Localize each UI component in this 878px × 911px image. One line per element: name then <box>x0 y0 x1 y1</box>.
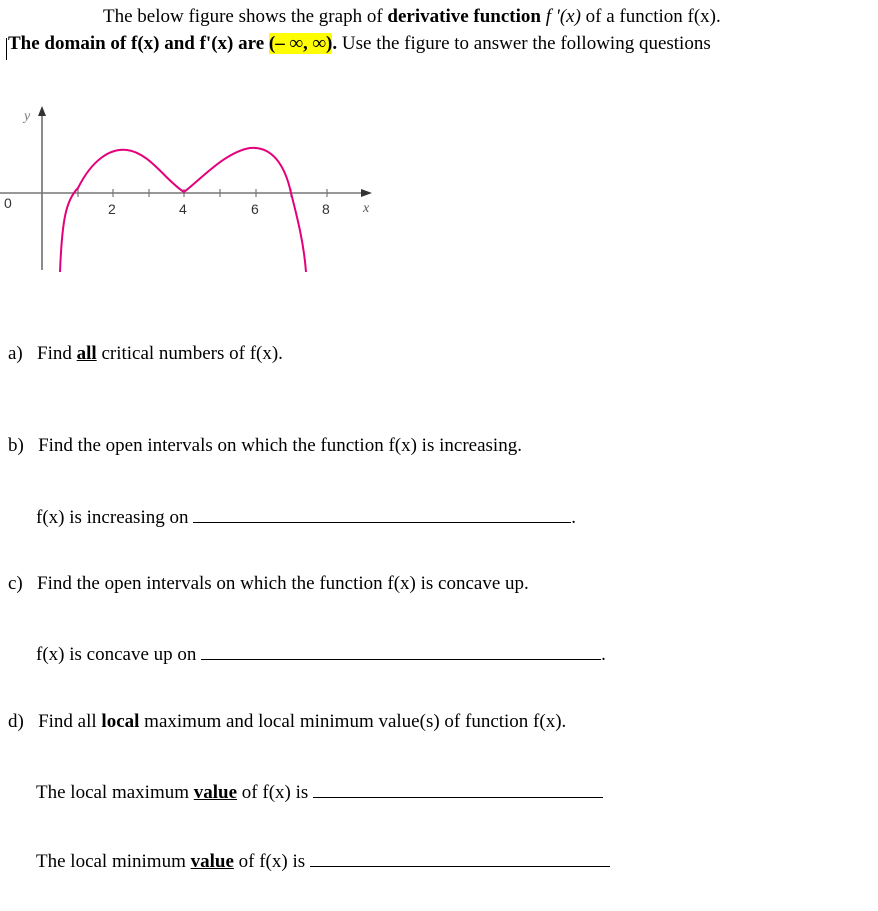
answer-d-max-text: The local maximum <box>36 782 194 803</box>
origin-label: 0 <box>4 195 12 211</box>
answer-d-min-text-end: of f(x) is <box>233 851 306 872</box>
question-b-marker: b) <box>8 435 24 456</box>
question-d <box>8 710 566 734</box>
question-a <box>8 342 283 366</box>
question-a-text: Find <box>37 343 77 364</box>
answer-b <box>36 504 576 530</box>
question-c-marker: c) <box>8 573 23 594</box>
answer-d-max-blank[interactable] <box>313 779 603 798</box>
intro-line-1 <box>103 5 721 29</box>
tick-label-8: 8 <box>322 201 330 217</box>
answer-d-min-blank[interactable] <box>310 848 610 867</box>
question-b-text: Find the open intervals on which the function f(x) is increasing. <box>38 435 522 456</box>
question-d-emphasis: local <box>101 711 140 732</box>
question-d-text-end: maximum and local minimum value(s) of function f(x). <box>139 711 567 732</box>
answer-d-min-text: The local minimum <box>36 851 191 872</box>
question-a-marker: a) <box>8 343 23 364</box>
tick-label-2: 2 <box>108 201 116 217</box>
answer-c <box>36 641 606 667</box>
derivative-function-label: derivative function <box>387 6 541 27</box>
domain-interval: (– ∞, ∞) <box>268 33 333 54</box>
question-a-emphasis: all <box>76 343 97 364</box>
question-d-marker: d) <box>8 711 24 732</box>
question-d-text: Find all <box>38 711 102 732</box>
answer-d-max-text-end: of f(x) is <box>237 782 309 803</box>
tick-label-4: 4 <box>179 201 187 217</box>
answer-c-period: . <box>601 644 606 665</box>
y-axis-label: y <box>24 109 31 124</box>
tick-label-6: 6 <box>251 201 259 217</box>
domain-statement: The domain of f(x) and f'(x) are <box>8 33 269 54</box>
fprime-symbol: f '(x) <box>545 6 581 27</box>
x-axis-label: x <box>363 201 370 216</box>
question-c-text: Find the open intervals on which the function f(x) is concave up. <box>37 573 529 594</box>
answer-d-max <box>36 779 603 805</box>
intro-text-end: of a function f(x). <box>580 6 721 27</box>
answer-d-min <box>36 848 610 874</box>
instructions-text: Use the figure to answer the following questions <box>337 33 711 54</box>
answer-b-period: . <box>571 507 576 528</box>
text-cursor <box>6 38 7 60</box>
answer-b-label: f(x) is increasing on <box>36 507 189 528</box>
answer-c-label: f(x) is concave up on <box>36 644 197 665</box>
question-a-text-end: critical numbers of f(x). <box>96 343 283 364</box>
answer-b-blank[interactable] <box>193 504 571 523</box>
y-axis-arrow <box>38 106 46 116</box>
answer-c-blank[interactable] <box>201 641 601 660</box>
derivative-graph <box>0 100 420 280</box>
question-b <box>8 434 522 458</box>
intro-line-2 <box>8 32 711 56</box>
domain-period: . <box>332 33 338 54</box>
x-axis-arrow <box>361 189 372 197</box>
answer-d-min-emphasis: value <box>190 851 234 872</box>
intro-text: The below figure shows the graph of <box>103 6 388 27</box>
answer-d-max-emphasis: value <box>193 782 238 803</box>
question-c <box>8 572 529 596</box>
